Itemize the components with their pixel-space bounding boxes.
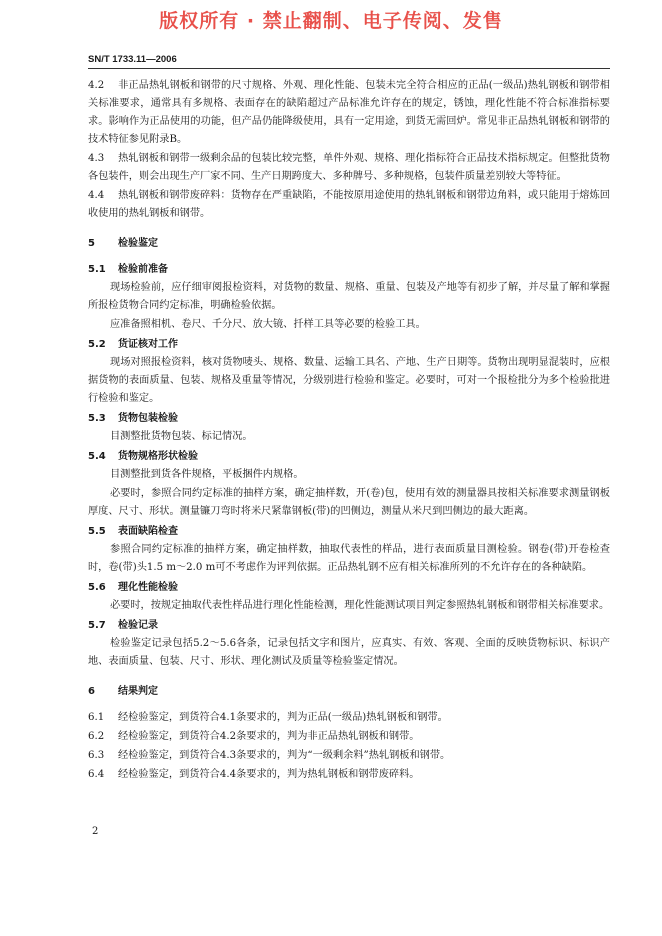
heading-number: 5 xyxy=(88,238,95,249)
body-paragraph: 参照合同约定标准的抽样方案，确定抽样数，抽取代表性的样品，进行表面质量目测检验。钢卷(带)开卷检查时，卷(带)头1.5 m～2.0 m可不考虑作为评判依据。正品热轧钢不应有相关标准所列的不允许存在的各种缺陷。 xyxy=(88,544,610,573)
clause-text: 热轧钢板和钢带一级剩余品的包装比较完整，单件外观、规格、理化指标符合正品技术指标规定。但整批货物各包装件，则会出现生产厂家不同、生产日期跨度大、多种牌号、多种规格，包装件质量差别较大等特征。 xyxy=(88,153,610,182)
heading-number: 5.7 xyxy=(88,620,106,631)
clause-number: 4.3 xyxy=(88,153,105,164)
section-heading-5-1 xyxy=(88,261,610,279)
clause-4-4 xyxy=(88,187,610,223)
section-heading-5-6 xyxy=(88,579,610,597)
clause-number: 4.2 xyxy=(88,80,105,91)
heading-number: 5.3 xyxy=(88,413,106,424)
clause-4-2 xyxy=(88,77,610,149)
page-number: 2 xyxy=(92,826,99,837)
section-heading-6 xyxy=(88,683,610,701)
body-paragraph: 目测整批到货各件规格，平板捆件内规格。 xyxy=(110,469,304,480)
section-heading-5-2 xyxy=(88,336,610,354)
heading-number: 5.4 xyxy=(88,451,106,462)
section-heading-5-3 xyxy=(88,410,610,428)
clause-6-2 xyxy=(88,728,610,746)
standard-code: SN/T 1733.11—2006 xyxy=(88,54,177,65)
heading-number: 5.1 xyxy=(88,264,106,275)
header-divider xyxy=(88,68,610,69)
heading-title: 检验鉴定 xyxy=(118,238,158,249)
clause-text: 经检验鉴定，到货符合4.1条要求的，判为正品(一级品)热轧钢板和钢带。 xyxy=(118,712,448,723)
heading-number: 5.5 xyxy=(88,526,106,537)
body-paragraph: 现场对照报检资料，核对货物唛头、规格、数量、运输工具名、产地、生产日期等。货物出现明显混装时，应根据货物的表面质量、包装、规格及重量等情况，分级别进行检验和鉴定。必要时，可对一个报检批分为多个检验批进行检验和鉴定。 xyxy=(88,357,610,404)
clause-number: 6.4 xyxy=(88,769,105,780)
clause-6-3 xyxy=(88,747,610,765)
clause-number: 4.4 xyxy=(88,190,105,201)
clause-text: 热轧钢板和钢带废碎料：货物存在严重缺陷，不能按原用途使用的热轧钢板和钢带边角料，或只能用于熔炼回收使用的热轧钢板和钢带。 xyxy=(88,190,610,219)
heading-title: 结果判定 xyxy=(118,686,158,697)
clause-text: 经检验鉴定，到货符合4.3条要求的，判为“一级剩余料”热轧钢板和钢带。 xyxy=(118,750,451,761)
heading-title: 检验前准备 xyxy=(118,264,168,275)
clause-text: 非正品热轧钢板和钢带的尺寸规格、外观、理化性能、包装未完全符合相应的正品(一级品)热轧钢板和钢带相关标准要求，通常具有多规格、表面存在的缺陷超过产品标准允许存在的规定，锈蚀，理化性能不符合标准指标要求。影响作为正品使用的功能，但产品仍能降级使用，具有一定用途，到货无需回炉。常见非正品热轧钢板和钢带的技术特征参见附录B。 xyxy=(88,80,610,145)
body-paragraph: 必要时，按规定抽取代表性样品进行理化性能检测，理化性能测试项目判定参照热轧钢板和钢带相关标准要求。 xyxy=(110,600,610,611)
body-paragraph: 检验鉴定记录包括5.2～5.6各条，记录包括文字和图片，应真实、有效、客观、全面的反映货物标识、标识产地、表面质量、包装、尺寸、形状、理化测试及质量等检验鉴定情况。 xyxy=(88,638,610,667)
body-paragraph: 必要时，参照合同约定标准的抽样方案，确定抽样数，开(卷)包，使用有效的测量器具按相关标准要求测量钢板厚度、尺寸、形状。测量镰刀弯时将米尺紧靠钢板(带)的凹侧边，测量从米尺到凹侧边的最大距离。 xyxy=(88,488,610,517)
document-body xyxy=(88,77,610,785)
clause-6-4 xyxy=(88,766,610,784)
heading-title: 理化性能检验 xyxy=(118,582,178,593)
watermark-banner: 版权所有 · 禁止翻制、电子传阅、发售 xyxy=(159,10,503,32)
section-heading-5-4 xyxy=(88,448,610,466)
heading-title: 表面缺陷检查 xyxy=(118,526,178,537)
heading-number: 6 xyxy=(88,686,95,697)
heading-title: 货物包装检验 xyxy=(118,413,178,424)
clause-text: 经检验鉴定，到货符合4.4条要求的，判为热轧钢板和钢带废碎料。 xyxy=(118,769,420,780)
section-heading-5 xyxy=(88,235,610,253)
clause-text: 经检验鉴定，到货符合4.2条要求的，判为非正品热轧钢板和钢带。 xyxy=(118,731,420,742)
body-paragraph: 目测整批货物包装、标记情况。 xyxy=(110,431,253,442)
clause-number: 6.2 xyxy=(88,731,105,742)
heading-number: 5.6 xyxy=(88,582,106,593)
clause-number: 6.3 xyxy=(88,750,105,761)
heading-title: 货证核对工作 xyxy=(118,339,178,350)
heading-title: 检验记录 xyxy=(118,620,158,631)
clause-4-3 xyxy=(88,150,610,186)
section-heading-5-7 xyxy=(88,617,610,635)
heading-number: 5.2 xyxy=(88,339,106,350)
clause-number: 6.1 xyxy=(88,712,105,723)
clause-6-1 xyxy=(88,709,610,727)
body-paragraph: 现场检验前，应仔细审阅报检资料，对货物的数量、规格、重量、包装及产地等有初步了解，并尽量了解和掌握所报检货物合同约定标准，明确检验依据。 xyxy=(88,282,610,311)
section-heading-5-5 xyxy=(88,523,610,541)
heading-title: 货物规格形状检验 xyxy=(118,451,198,462)
body-paragraph: 应准备照相机、卷尺、千分尺、放大镜、扦样工具等必要的检验工具。 xyxy=(110,319,426,330)
